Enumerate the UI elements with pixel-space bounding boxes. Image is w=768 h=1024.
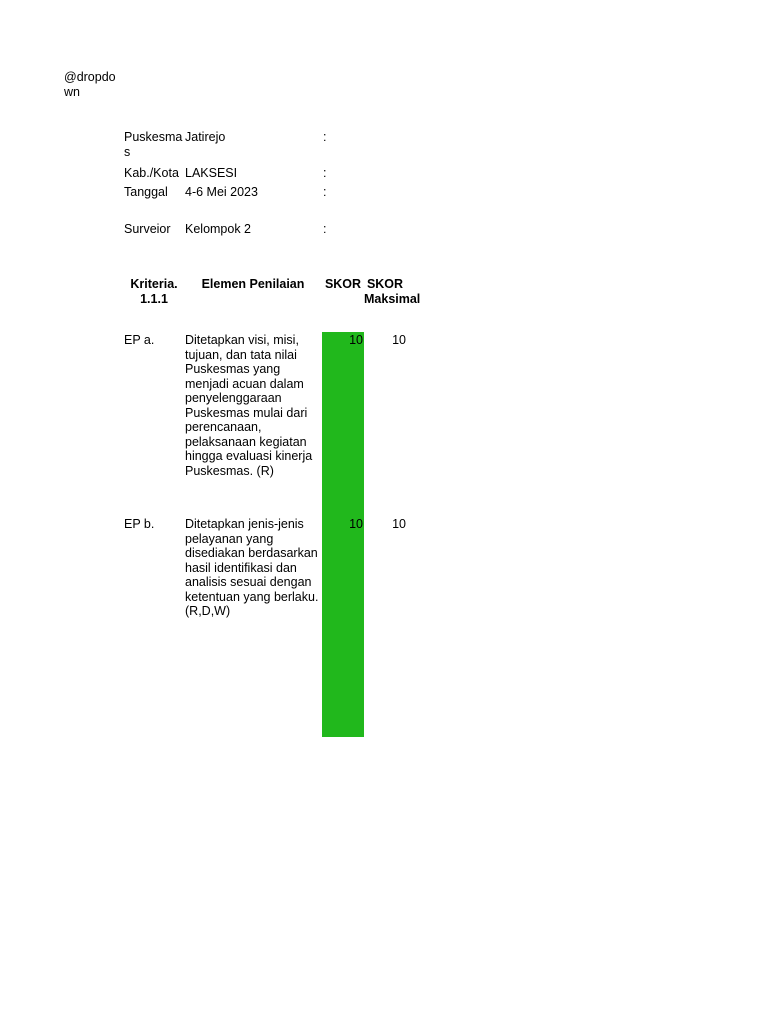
- ep-text: Ditetapkan jenis-jenis pelayanan yang disediakan berdasarkan hasil identifikasi dan analisis sesuai dengan ketentuan yang berlaku. (R,D,W): [185, 517, 319, 618]
- kab-colon: :: [323, 166, 327, 180]
- ep-code: EP b.: [124, 517, 155, 531]
- header-elemen: Elemen Penilaian: [201, 277, 305, 291]
- dropdown-tag: @dropdown: [64, 70, 116, 99]
- ep-text: Ditetapkan visi, misi, tujuan, dan tata nilai Puskesmas yang menjadi acuan dalam penyelenggaraan Puskesmas mulai dari perencanaan, pelaksanaan kegiatan hingga evaluasi kinerja Puskesmas. (R): [185, 333, 313, 478]
- surveior-label: Surveior: [124, 222, 171, 236]
- skor-column-fill: [322, 332, 364, 737]
- puskesmas-label: Puskesmas: [124, 130, 183, 159]
- puskesmas-value: Jatirejo: [185, 130, 226, 144]
- ep-code: EP a.: [124, 333, 155, 347]
- header-skor: SKOR: [324, 277, 362, 291]
- surveior-value: Kelompok 2: [185, 222, 252, 236]
- tanggal-colon: :: [323, 185, 327, 199]
- puskesmas-colon: :: [323, 130, 327, 144]
- ep-skor-max: 10: [392, 333, 406, 347]
- kab-label: Kab./Kota: [124, 166, 179, 180]
- tanggal-label: Tanggal: [124, 185, 168, 199]
- surveior-colon: :: [323, 222, 327, 236]
- ep-skor-max: 10: [392, 517, 406, 531]
- ep-skor-cell[interactable]: 10: [349, 517, 363, 531]
- kab-value: LAKSESI: [185, 166, 238, 180]
- ep-skor-cell[interactable]: 10: [349, 333, 363, 347]
- header-skor-max: SKOR Maksimal: [364, 277, 421, 306]
- tanggal-value: 4-6 Mei 2023: [185, 185, 258, 199]
- header-kriteria: Kriteria. 1.1.1: [130, 277, 178, 306]
